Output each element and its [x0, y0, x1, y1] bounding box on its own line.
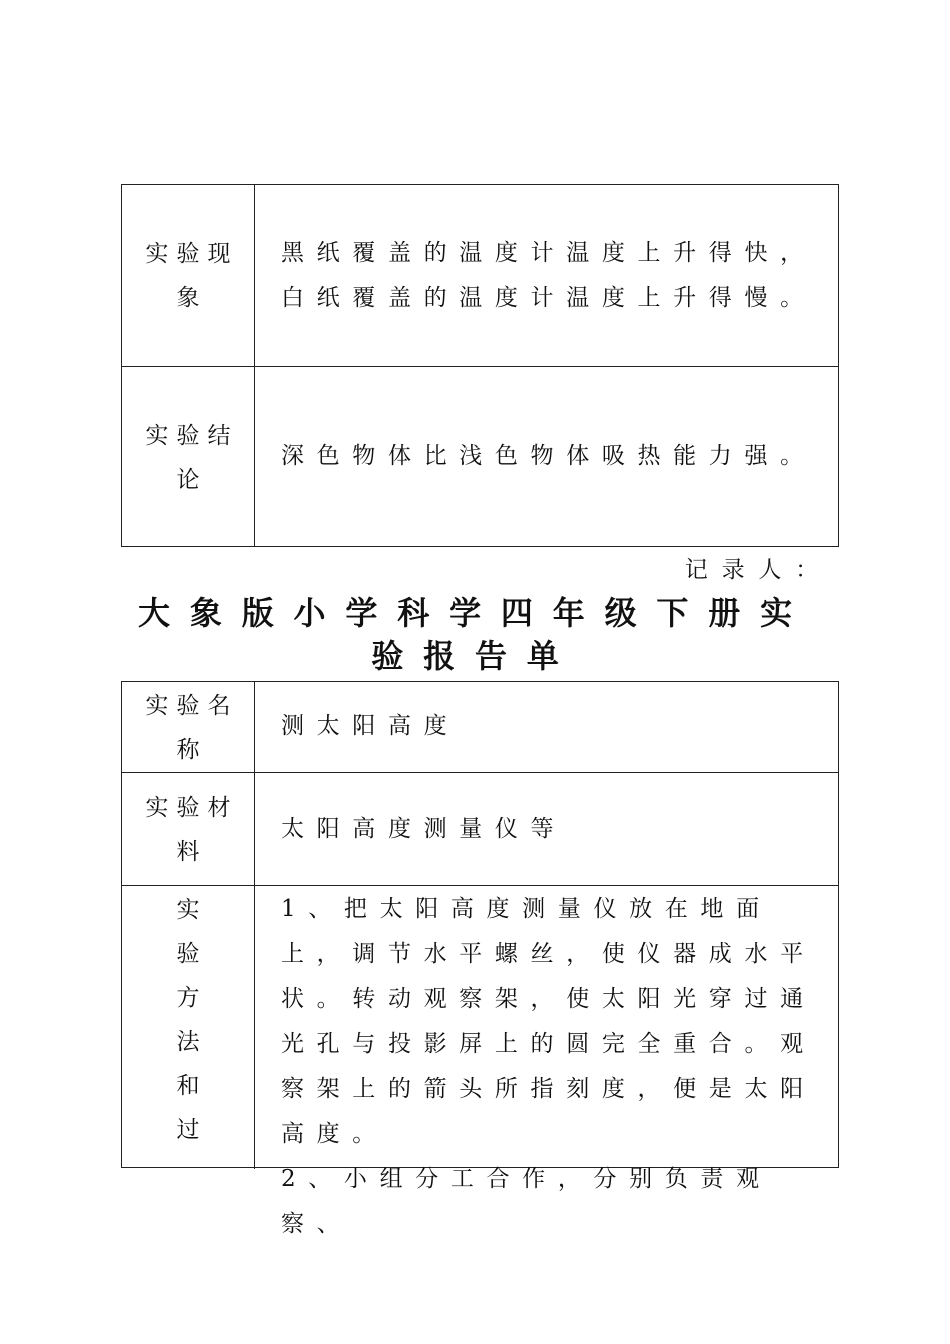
phenomenon-label: 实验现象 [122, 185, 255, 366]
report-table [121, 681, 839, 1237]
name-label: 实验名称 [122, 682, 255, 772]
materials-label: 实验材料 [122, 773, 255, 885]
phenomenon-text: 黑纸覆盖的温度计温度上升得快，白纸覆盖的温度计温度上升得慢。 [281, 240, 816, 311]
conclusion-label: 实验结论 [122, 367, 255, 547]
conclusion-text: 深色物体比浅色物体吸热能力强。 [281, 443, 816, 469]
materials-row [122, 772, 838, 885]
page-title: 大象版小学科学四年级下册实验报告单 [138, 594, 812, 675]
method-text [255, 886, 838, 1237]
method-step-2: 2、小组分工合作，分别负责观察、 [281, 1166, 772, 1237]
name-row [122, 682, 838, 772]
method-step-1: 1、把太阳高度测量仪放在地面上，调节水平螺丝，使仪器成水平状。转动观察架，使太阳光穿过通光孔与投影屏上的圆完全重合。观察架上的箭头所指刻度，便是太阳高度。 [281, 896, 816, 1147]
materials-text: 太阳高度测量仪等 [281, 816, 567, 842]
name-text: 测太阳高度 [281, 713, 460, 739]
method-label: 实验方法和过 [122, 886, 255, 1169]
recorder-label: 记录人： [684, 557, 832, 583]
method-row [122, 885, 838, 1237]
result-table [121, 184, 839, 547]
conclusion-row [122, 366, 838, 547]
phenomenon-row [122, 185, 838, 366]
